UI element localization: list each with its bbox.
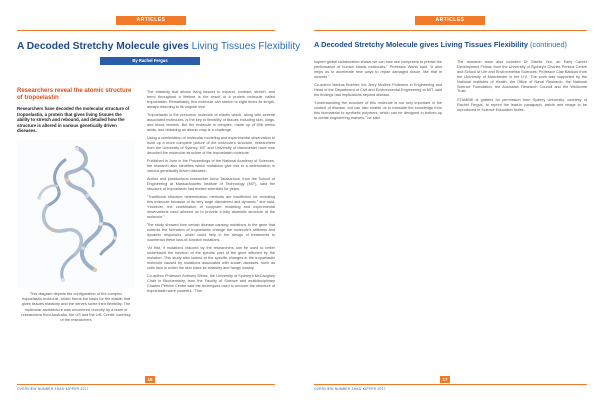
article-title-continued [314,40,567,49]
molecule-image [17,140,135,288]
molecule-figure [17,140,135,288]
footer-text: OVERVIEW NUMBER ZHAO KIPPER 2017 [17,387,89,391]
article-title-bold: A Decoded Stretchy Molecule gives [17,41,189,52]
footer-text: OVERVIEW NUMBER ZHAO KIPPER 2017 [314,387,386,391]
body-paragraph: The elasticity that allows living tissues to expand, contract, stretch, and bend throughout a lifetime is the result of a protein molecule called tropoelastin. Remarkably, this molecule can stretch to eight times its length, always returning to its original size. [147,90,275,109]
body-paragraph: Published in June in the Proceedings of the National Academy of Sciences, the research also identifies which mutations give rise to a deterioration in various genetically driven diseases. [147,159,275,173]
article-title [17,41,300,52]
header-divider [17,30,275,31]
article-title-light: Living Tissues Flexibility [188,41,300,52]
article-headline: Researchers reveal the atomic structure of tropoelastin [17,88,132,101]
page-number: 17 [440,376,450,383]
body-paragraph: STAMBIK is grateful for permission from Sydney University, courtesy of Rachel Fergus, to reprint the lead-in paragraph, article and image to be reproduced in Science Education Notes. [457,97,587,112]
article-intro: Researchers have decoded the molecular structure of tropoelastin, a protein that gives living tissues the ability to stretch and rebound, and detailed how the structure is altered in various genetically driven diseases. [17,106,130,134]
body-paragraph: Using a combination of molecular modeling and experimental observation to build up a more complete picture of the molecule's structure, researchers from the University of Sydney, MIT and University of Manchester have now decoded the molecular structure of the tropoelastin molecule. [147,136,275,155]
page-number: 16 [145,376,155,383]
body-paragraph: Tropoelastin is the precursor molecule of elastin which, along with several associated molecules, is the key to flexibility of tissues including skin, lungs, and blood vessels. But the molecule is complex, made up of 698 amino acids, and obtaining an atomic map is a challenge. [147,113,275,132]
body-paragraph: Co-author Markus Buehler, the Jerry McAfee Professor in Engineering and Head of the Department of Civil and Environmental Engineering at MIT, said the findings had implications beyond disease. [314,83,442,97]
article-body-column [457,60,587,150]
body-paragraph: The research team also included Dr Giselle Yeo, an Early Career Development Fellow, from the University of Sydney's Charles Perkins Centre and School of Life and Environmental Sciences; Professor Clair Baldock from the University of Manchester in the U.K. The work was supported by the National Institutes of Health, the Office of Naval Research, the National Science Foundation, the Australian Research Council and the Wellcome Trust. [457,60,588,94]
body-paragraph: “Traditional structure determination methods are insufficient for revealing this molecule because of its very large disordered and dynamic,” she said. “However, the combination of computer modeling and experimental observations used allowed us to provide a fully atomistic structure of the molecule.” [147,195,275,219]
body-paragraph: Co-author Professor Anthony Weiss, the University of Sydney's McCaughey Chair in Biochemistry, from the Faculty of Science and multidisciplinary Charles Perkins Centre said the techniques used to uncover the structure of tropoelastin were powerful. “This [147,274,275,293]
figure-caption: This diagram depicts the configuration of the complex tropoelastin molecule, which forms the basis for the elastin that gives tissues elasticity and the nerves some their flexibility. The molecular architecture was uncovered recently by a team of researchers from Australia, the US and the UK. Credit: courtesy of the researchers [21,291,131,323]
footer-divider [314,384,587,385]
footer-divider [17,384,275,385]
body-paragraph: “Understanding the structure of this molecule is not only important in the context of disease, but can also enable us to translate the knowledge from this biomaterial to synthetic polymers, which can be designed in bottom-up to create engineering marvels,” he said. [314,101,442,120]
article-body-column [314,60,442,150]
body-paragraph: Author and postdoctoral researcher Anna Tarakanova, from the School of Engineering at Massachusetts Institute of Technology (MIT), said the structure of tropoelastin had eluded scientists for years. [147,177,275,191]
body-paragraph: The study showed how certain disease-causing mutations in the gene that controls the formation of tropoelastin change the molecule's stiffness and dynamic responses, which could help in the design of treatments to counteract these loss-of-function mutations. [147,223,275,242]
header-divider [314,30,587,31]
section-tag: ARTICLES [415,16,485,25]
right-page [300,0,600,400]
article-title-bold: A Decoded Stretchy Molecule gives Living Tissues Flexibility [314,40,528,49]
article-body-column [147,90,275,380]
byline-badge: By Rachel Fergus [100,57,200,65]
section-tag: ARTICLES [116,16,186,25]
body-paragraph: superb global collaboration shows we can now use computers to predict the performance of human elastic molecules,” Professor Weiss said. “It also helps us to accelerate new ways to repair damaged tissue, like that in wounds.” [314,60,442,79]
continued-label: (continued) [527,40,568,49]
body-paragraph: “At first, if mutations induced by the researchers can be used to better understand the function of the specific part of the gene affected by the mutation. This study also looked at the specific changes in the tropoelastin molecule caused by mutations associated with known diseases, such as cutis laxa in which the skin loses its elasticity and hangs loosely. [147,246,275,270]
